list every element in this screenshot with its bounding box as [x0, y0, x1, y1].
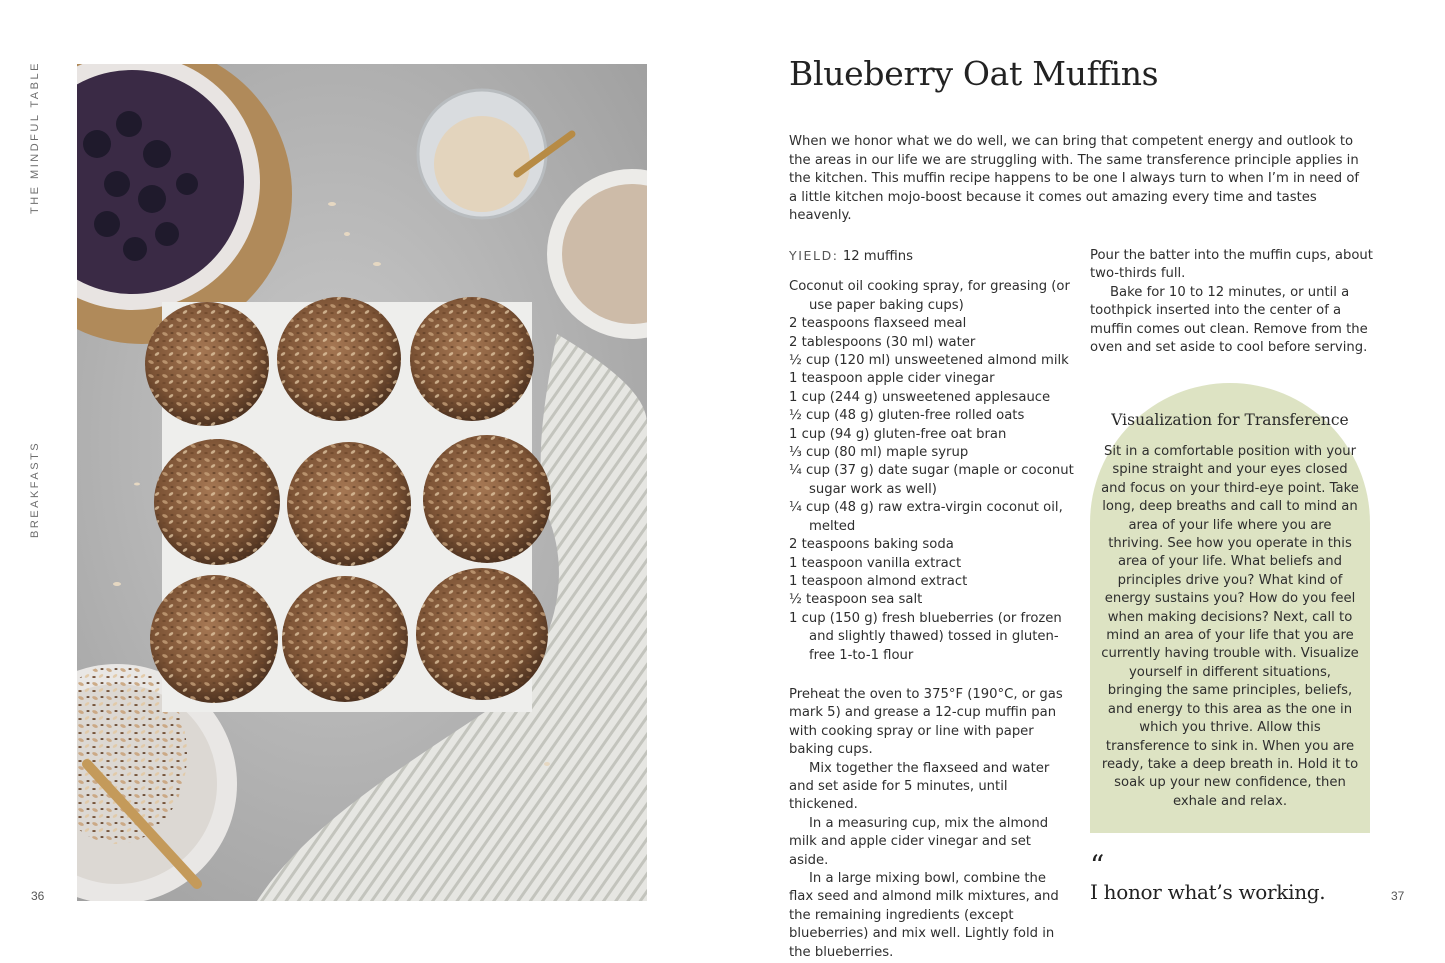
method-step: Preheat the oven to 375°F (190°C, or gas mark 5) and grease a 12-cup muffin pan with cooking spray or line with paper baking cups. [789, 686, 1063, 758]
method-step: In a measuring cup, mix the almond milk and apple cider vinegar and set aside. [789, 815, 1049, 868]
ingredient-item: 1 teaspoon almond extract [789, 573, 968, 589]
page-number-right: 37 [1391, 889, 1405, 903]
muffin-row-2 [154, 435, 551, 566]
muffin-row-1 [145, 297, 534, 426]
recipe-intro: When we honor what we do well, we can bring that competent energy and outlook to the areas in our life we are struggling with. The same transference principle applies in the kitchen. This muffin recipe happens to be one I always turn to when I’m in need of a little kitchen mojo-boost because it comes out amazing every time and tastes heavenly. [789, 134, 1360, 223]
quote-mark: “ [1090, 849, 1105, 882]
ingredient-item: 1 cup (244 g) unsweetened applesauce [789, 389, 1051, 405]
method-column-right [1090, 247, 1375, 357]
muffins-photo [77, 64, 647, 901]
ingredient-item: ½ cup (48 g) gluten-free rolled oats [789, 408, 1025, 424]
ingredient-item: ¼ cup (37 g) date sugar (maple or coconut sugar work as well) [789, 463, 1074, 497]
ingredient-list [789, 278, 1074, 665]
ingredient-item: ⅓ cup (80 ml) maple syrup [789, 445, 969, 461]
ingredient-item: 1 cup (94 g) gluten-free oat bran [789, 426, 1007, 442]
recipe-title: Blueberry Oat Muffins [789, 54, 1159, 93]
muffin-row-3 [150, 568, 548, 703]
ingredient-item: 2 teaspoons flaxseed meal [789, 316, 967, 332]
method-step: Mix together the flaxseed and water and set aside for 5 minutes, until thickened. [789, 760, 1050, 813]
method-step: Bake for 10 to 12 minutes, or until a toothpick inserted into the center of a muffin comes out clean. Remove from the oven and set aside to cool before serving. [1090, 284, 1368, 356]
ingredient-item: Coconut oil cooking spray, for greasing (or use paper baking cups) [789, 279, 1070, 313]
ingredient-item: 2 tablespoons (30 ml) water [789, 334, 976, 350]
ingredient-item: 1 cup (150 g) fresh blueberries (or frozen and slightly thawed) tossed in gluten-free 1-to-1 flour [789, 610, 1062, 663]
method-step: In a large mixing bowl, combine the flax seed and almond milk mixtures, and the remaining ingredients (except blueberries) and mix well. Lightly fold in the blueberries. [789, 871, 1059, 960]
ingredient-item: 1 teaspoon apple cider vinegar [789, 371, 995, 387]
affirmation-quote: I honor what’s working. [1090, 880, 1326, 904]
method-step: Pour the batter into the muffin cups, about two-thirds full. [1090, 248, 1373, 282]
ingredient-item: ¼ cup (48 g) raw extra-virgin coconut oil, melted [789, 500, 1063, 534]
sidebar-title: Visualization for Transference [1111, 411, 1349, 429]
method-steps-left [789, 686, 1074, 962]
ingredient-item: ½ teaspoon sea salt [789, 592, 923, 608]
ingredient-item: 1 teaspoon vanilla extract [789, 555, 962, 571]
visualization-sidebar [1090, 383, 1370, 833]
page-number-left: 36 [31, 889, 45, 903]
ingredient-item: ½ cup (120 ml) unsweetened almond milk [789, 353, 1069, 369]
running-head-section: BREAKFASTS [29, 440, 41, 538]
yield-line [789, 247, 1074, 266]
yield-value: 12 muffins [842, 249, 913, 264]
sidebar-body: Sit in a comfortable position with your spine straight and your eyes closed and focus on your third-eye point. Take long, deep breaths and call to mind an area of your life where you are thriving. See how you operate in this area of your life. What beliefs and principles drive you? What kind of energy sustains you? How do you feel when making decisions? Next, call to mind an area of your life that you are currently having trouble with. Visualize yourself in different situations, bringing the same principles, beliefs, and energy to this area as the one in which you thrive. Allow this transference to sink in. When you are ready, take a deep breath in. Hold it to soak up your new confidence, then exhale and relax. [1101, 444, 1359, 809]
ingredients-column [789, 247, 1074, 962]
running-head-book-title: THE MINDFUL TABLE [29, 61, 41, 214]
ingredient-item: 2 teaspoons baking soda [789, 537, 954, 553]
yield-label: YIELD: [789, 248, 839, 263]
